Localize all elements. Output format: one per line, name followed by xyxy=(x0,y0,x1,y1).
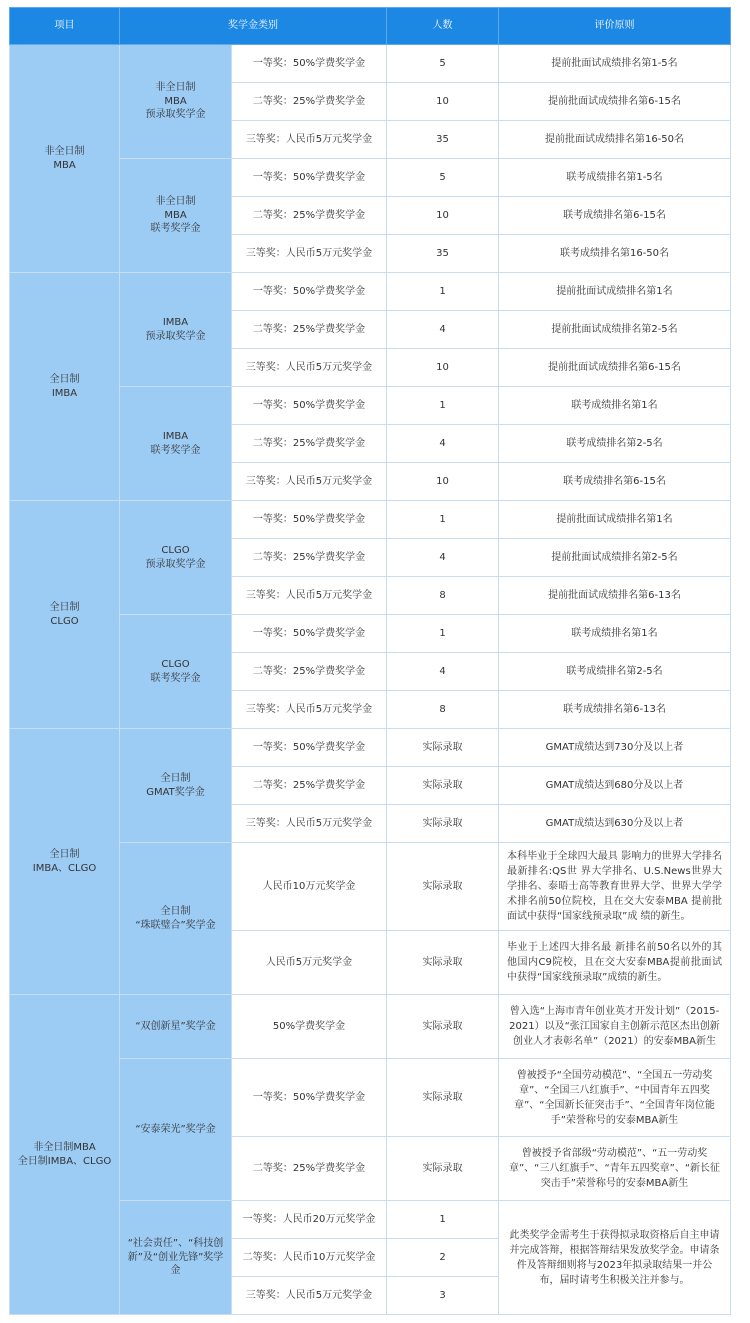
count-cell: 4 xyxy=(387,311,499,349)
count-cell: 实际录取 xyxy=(387,1137,499,1201)
tier-cell: 三等奖：人民币5万元奖学金 xyxy=(232,691,387,729)
criteria-cell: 提前批面试成绩排名第1-5名 xyxy=(499,45,731,83)
count-cell: 10 xyxy=(387,349,499,387)
criteria-cell: 曾入选“上海市青年创业英才开发计划”（2015-2021）以及“张江国家自主创新示范区杰出创新创业人才表彰名单”（2021）的安泰MBA新生 xyxy=(499,995,731,1059)
count-cell: 1 xyxy=(387,501,499,539)
criteria-cell: 联考成绩排名第1名 xyxy=(499,387,731,425)
count-cell: 10 xyxy=(387,463,499,501)
category-cell-mba-joint-exam: 非全日制 MBA 联考奖学金 xyxy=(120,159,232,273)
criteria-cell: 联考成绩排名第1名 xyxy=(499,615,731,653)
count-cell: 1 xyxy=(387,615,499,653)
count-cell: 4 xyxy=(387,539,499,577)
project-cell-full-time-clgo: 全日制 CLGO xyxy=(10,501,120,729)
project-cell-full-time-imba-clgo: 全日制 IMBA、CLGO xyxy=(10,729,120,995)
count-cell: 实际录取 xyxy=(387,729,499,767)
project-cell-full-time-imba: 全日制 IMBA xyxy=(10,273,120,501)
tier-cell: 二等奖：25%学费奖学金 xyxy=(232,767,387,805)
count-cell: 实际录取 xyxy=(387,767,499,805)
tier-cell: 二等奖：25%学费奖学金 xyxy=(232,1137,387,1201)
criteria-cell: GMAT成绩达到630分及以上者 xyxy=(499,805,731,843)
tier-cell: 人民币10万元奖学金 xyxy=(232,843,387,931)
category-cell-clgo-pre-admission: CLGO 预录取奖学金 xyxy=(120,501,232,615)
criteria-cell: 本科毕业于全球四大最具 影响力的世界大学排名最新排名:QS世 界大学排名、U.S.News世界大学排名、泰晤士高等教育世界大学、世界大学学 术排名前50位院校，且在交大安泰MBA 提前批面试中获得“国家线预录取”成 绩的新生。 xyxy=(499,843,731,931)
table-header-row xyxy=(10,8,731,45)
category-cell-clgo-joint-exam: CLGO 联考奖学金 xyxy=(120,615,232,729)
criteria-cell: 提前批面试成绩排名第6-13名 xyxy=(499,577,731,615)
count-cell: 1 xyxy=(387,387,499,425)
count-cell: 5 xyxy=(387,45,499,83)
table-row xyxy=(10,45,731,83)
count-cell: 8 xyxy=(387,691,499,729)
tier-cell: 一等奖：50%学费奖学金 xyxy=(232,501,387,539)
header-project: 项目 xyxy=(10,8,120,45)
table-row xyxy=(10,273,731,311)
criteria-cell: 提前批面试成绩排名第16-50名 xyxy=(499,121,731,159)
count-cell: 实际录取 xyxy=(387,995,499,1059)
criteria-cell: 提前批面试成绩排名第2-5名 xyxy=(499,539,731,577)
count-cell: 1 xyxy=(387,1201,499,1239)
criteria-cell: 联考成绩排名第6-15名 xyxy=(499,197,731,235)
count-cell: 35 xyxy=(387,235,499,273)
criteria-cell: GMAT成绩达到680分及以上者 xyxy=(499,767,731,805)
count-cell: 1 xyxy=(387,273,499,311)
count-cell: 5 xyxy=(387,159,499,197)
category-cell-shuangchuang: “双创新星”奖学金 xyxy=(120,995,232,1059)
tier-cell: 二等奖：25%学费奖学金 xyxy=(232,539,387,577)
tier-cell: 三等奖：人民币5万元奖学金 xyxy=(232,805,387,843)
tier-cell: 一等奖：50%学费奖学金 xyxy=(232,1059,387,1137)
tier-cell: 一等奖：50%学费奖学金 xyxy=(232,387,387,425)
count-cell: 4 xyxy=(387,425,499,463)
category-cell-mba-pre-admission: 非全日制 MBA 预录取奖学金 xyxy=(120,45,232,159)
tier-cell: 三等奖：人民币5万元奖学金 xyxy=(232,235,387,273)
count-cell: 3 xyxy=(387,1277,499,1315)
criteria-cell: 联考成绩排名第6-15名 xyxy=(499,463,731,501)
count-cell: 实际录取 xyxy=(387,843,499,931)
criteria-cell: 提前批面试成绩排名第1名 xyxy=(499,273,731,311)
tier-cell: 二等奖：25%学费奖学金 xyxy=(232,425,387,463)
count-cell: 10 xyxy=(387,83,499,121)
count-cell: 4 xyxy=(387,653,499,691)
tier-cell: 一等奖：50%学费奖学金 xyxy=(232,729,387,767)
tier-cell: 一等奖：50%学费奖学金 xyxy=(232,45,387,83)
count-cell: 实际录取 xyxy=(387,931,499,995)
tier-cell: 二等奖：25%学费奖学金 xyxy=(232,311,387,349)
scholarship-table xyxy=(9,7,731,1315)
tier-cell: 一等奖：人民币20万元奖学金 xyxy=(232,1201,387,1239)
category-cell-imba-joint-exam: IMBA 联考奖学金 xyxy=(120,387,232,501)
count-cell: 实际录取 xyxy=(387,1059,499,1137)
tier-cell: 三等奖：人民币5万元奖学金 xyxy=(232,1277,387,1315)
criteria-cell: 联考成绩排名第1-5名 xyxy=(499,159,731,197)
tier-cell: 二等奖：人民币10万元奖学金 xyxy=(232,1239,387,1277)
criteria-cell: 联考成绩排名第2-5名 xyxy=(499,425,731,463)
category-cell-gmat: 全日制 GMAT奖学金 xyxy=(120,729,232,843)
tier-cell: 三等奖：人民币5万元奖学金 xyxy=(232,121,387,159)
header-category: 奖学金类别 xyxy=(120,8,387,45)
criteria-cell: 曾被授予“全国劳动模范”、“全国五一劳动奖章”、“全国三八红旗手”、“中国青年五四奖章”、“全国新长征突击手”、“全国青年岗位能手”荣誉称号的安泰MBA新生 xyxy=(499,1059,731,1137)
criteria-cell: 曾被授予省部级“劳动模范”、“五一劳动奖章”、“三八红旗手”、“青年五四奖章”、“新长征突击手”荣誉称号的安泰MBA新生 xyxy=(499,1137,731,1201)
count-cell: 35 xyxy=(387,121,499,159)
count-cell: 10 xyxy=(387,197,499,235)
table-row xyxy=(10,501,731,539)
criteria-cell: 联考成绩排名第16-50名 xyxy=(499,235,731,273)
criteria-cell: 毕业于上述四大排名最 新排名前50名以外的其他国内C9院校，且在交大安泰MBA提前批面试中获得“国家线预录取”成绩的新生。 xyxy=(499,931,731,995)
table-row xyxy=(10,729,731,767)
criteria-cell: 提前批面试成绩排名第2-5名 xyxy=(499,311,731,349)
criteria-cell: 联考成绩排名第6-13名 xyxy=(499,691,731,729)
criteria-cell: 提前批面试成绩排名第1名 xyxy=(499,501,731,539)
tier-cell: 一等奖：50%学费奖学金 xyxy=(232,273,387,311)
criteria-cell: GMAT成绩达到730分及以上者 xyxy=(499,729,731,767)
category-cell-social-tech-startup: “社会责任”、“科技创新”及“创业先锋”奖学金 xyxy=(120,1201,232,1315)
criteria-cell: 提前批面试成绩排名第6-15名 xyxy=(499,83,731,121)
tier-cell: 50%学费奖学金 xyxy=(232,995,387,1059)
category-cell-antai-rongguang: “安泰荣光”奖学金 xyxy=(120,1059,232,1201)
header-criteria: 评价原则 xyxy=(499,8,731,45)
category-cell-imba-pre-admission: IMBA 预录取奖学金 xyxy=(120,273,232,387)
project-cell-part-time-mba: 非全日制 MBA xyxy=(10,45,120,273)
tier-cell: 二等奖：25%学费奖学金 xyxy=(232,83,387,121)
count-cell: 8 xyxy=(387,577,499,615)
table-row xyxy=(10,995,731,1059)
tier-cell: 二等奖：25%学费奖学金 xyxy=(232,653,387,691)
count-cell: 2 xyxy=(387,1239,499,1277)
header-count: 人数 xyxy=(387,8,499,45)
criteria-cell: 此类奖学金需考生于获得拟录取资格后自主申请并完成答辩，根据答辩结果发放奖学金。申请条件及答辩细则将与2023年拟录取结果一并公布，届时请考生积极关注并参与。 xyxy=(499,1201,731,1315)
tier-cell: 三等奖：人民币5万元奖学金 xyxy=(232,577,387,615)
tier-cell: 一等奖：50%学费奖学金 xyxy=(232,159,387,197)
tier-cell: 一等奖：50%学费奖学金 xyxy=(232,615,387,653)
criteria-cell: 提前批面试成绩排名第6-15名 xyxy=(499,349,731,387)
category-cell-zhulianbihe: 全日制 “珠联璧合”奖学金 xyxy=(120,843,232,995)
tier-cell: 人民币5万元奖学金 xyxy=(232,931,387,995)
tier-cell: 三等奖：人民币5万元奖学金 xyxy=(232,349,387,387)
tier-cell: 三等奖：人民币5万元奖学金 xyxy=(232,463,387,501)
project-cell-all-programs: 非全日制MBA 全日制IMBA、CLGO xyxy=(10,995,120,1315)
tier-cell: 二等奖：25%学费奖学金 xyxy=(232,197,387,235)
criteria-cell: 联考成绩排名第2-5名 xyxy=(499,653,731,691)
count-cell: 实际录取 xyxy=(387,805,499,843)
